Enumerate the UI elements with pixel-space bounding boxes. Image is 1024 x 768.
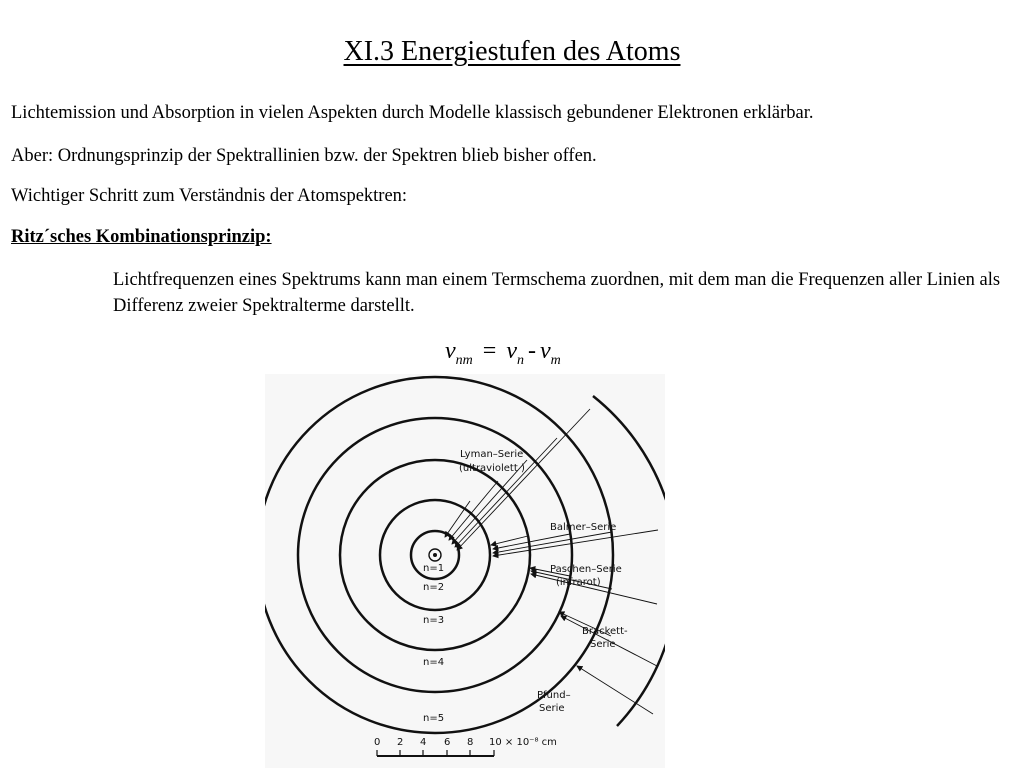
scale-tick-0: 0 <box>374 737 381 748</box>
formula-term-n: ν <box>506 338 517 364</box>
orbit-n5 <box>265 377 613 733</box>
paragraph-important-step: Wichtiger Schritt zum Verständnis der Atomspektren: <box>11 186 408 206</box>
nucleus-core <box>433 553 437 557</box>
formula-term-n-sub: n <box>516 352 524 368</box>
bohr-model-svg <box>265 374 665 768</box>
scale-bar <box>374 737 557 756</box>
lyman-sublabel: (ultraviolett ) <box>459 463 525 474</box>
level-label-n1: n=1 <box>423 563 445 574</box>
frequency-formula <box>445 338 561 369</box>
paragraph-emission: Lichtemission und Absorption in vielen Aspekten durch Modelle klassisch gebundener Elektronen erklärbar. <box>11 103 814 123</box>
brackett-label: Brackett- <box>582 626 628 637</box>
level-label-n5: n=5 <box>423 713 445 724</box>
scale-tick-6: 6 <box>444 737 451 748</box>
formula-term-m: ν <box>539 338 551 364</box>
bohr-model-diagram <box>265 374 665 768</box>
scale-tick-8: 8 <box>467 737 474 748</box>
formula-minus: - <box>527 338 536 364</box>
level-label-n4: n=4 <box>423 657 445 668</box>
orbit-n6-arc <box>593 396 665 726</box>
scale-tick-10-unit: 10 × 10⁻⁸ cm <box>489 737 557 748</box>
balmer-label: Balmer–Serie <box>550 522 617 533</box>
scale-tick-4: 4 <box>420 737 427 748</box>
level-label-n2: n=2 <box>423 582 445 593</box>
formula-lhs: ν <box>445 338 456 364</box>
pfund-label: Pfund– <box>537 690 571 701</box>
paragraph-open-question: Aber: Ordnungsprinzip der Spektrallinien bzw. der Spektren blieb bisher offen. <box>11 146 597 166</box>
formula-term-m-sub: m <box>550 352 561 368</box>
formula-equals: = <box>482 338 497 364</box>
pfund-sublabel: Serie <box>539 703 565 714</box>
brackett-sublabel: Serie <box>590 639 616 650</box>
paschen-label: Paschen–Serie <box>550 564 622 575</box>
section-heading-ritz: Ritz´sches Kombinationsprinzip: <box>11 227 272 247</box>
page-title: XI.3 Energiestufen des Atoms <box>343 36 681 67</box>
paschen-sublabel: (infrarot) <box>556 577 601 588</box>
scale-tick-2: 2 <box>397 737 404 748</box>
formula-lhs-sub: nm <box>455 352 473 368</box>
level-label-n3: n=3 <box>423 615 445 626</box>
balmer-transitions <box>491 530 658 556</box>
paragraph-ritz-description: Lichtfrequenzen eines Spektrums kann man einem Termschema zuordnen, mit dem man die Frequenzen aller Linien als Differenz zweier Spektralterme darstellt. <box>113 270 1001 316</box>
pfund-transitions <box>577 666 653 714</box>
lyman-label: Lyman–Serie <box>460 449 524 460</box>
